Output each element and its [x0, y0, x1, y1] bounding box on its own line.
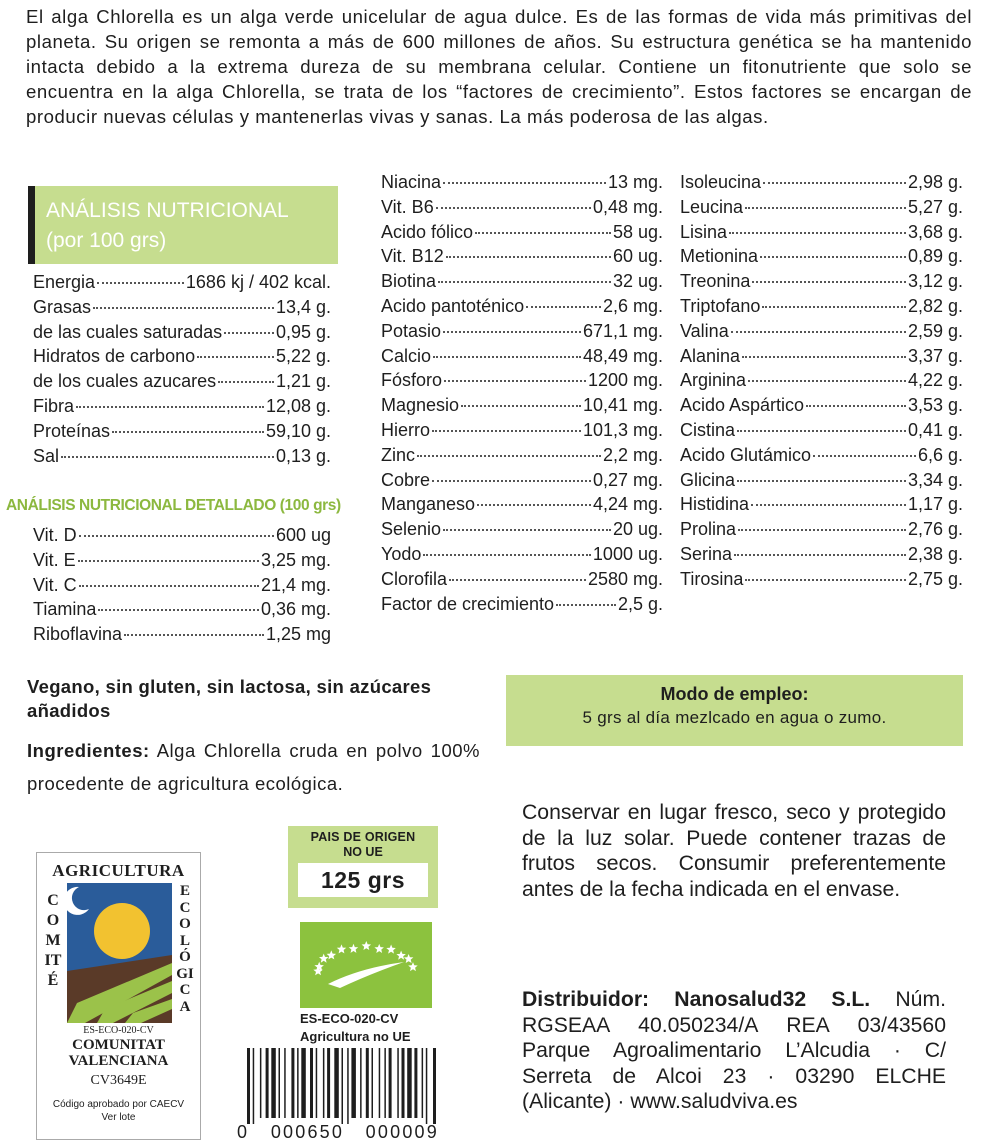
aminoacid-value: 2,59 g. — [907, 320, 963, 341]
dot-leader — [731, 331, 906, 333]
dot-leader — [443, 331, 581, 333]
mineral-label: Yodo — [381, 543, 422, 564]
aminoacid-label: Acido Aspártico — [680, 395, 805, 416]
eu-star-icon — [327, 950, 337, 959]
origin-label: PAIS DE ORIGEN — [310, 830, 416, 844]
nutrient-label: Proteínas — [33, 420, 111, 441]
aminoacid-label: Triptofano — [680, 295, 761, 316]
mineral-label: Potasio — [381, 320, 442, 341]
origin-box — [288, 826, 438, 908]
eu-star-icon — [362, 941, 372, 950]
mineral-value: 1000 ug. — [592, 543, 663, 564]
mineral-row — [381, 370, 663, 395]
caecv-region-1: COMUNITAT — [72, 1037, 165, 1053]
dot-leader — [218, 381, 274, 383]
dot-leader — [763, 182, 906, 184]
eu-code-block — [300, 1010, 411, 1046]
dot-leader — [78, 560, 259, 562]
barcode-bar — [379, 1048, 381, 1118]
barcode-bar — [271, 1048, 276, 1118]
dot-leader — [729, 232, 906, 234]
usage-title: Modo de empleo: — [660, 684, 809, 704]
mineral-label: Clorofila — [381, 568, 448, 589]
aminoacid-label: Leucina — [680, 196, 744, 217]
nutrient-row — [33, 322, 331, 347]
aminoacid-value: 1,17 g. — [907, 494, 963, 515]
nutrient-label: de los cuales azucares — [33, 371, 217, 392]
mineral-value: 1200 mg. — [587, 370, 663, 391]
barcode-bar — [389, 1048, 392, 1118]
mineral-value: 2,5 g. — [617, 593, 663, 614]
barcode-bar — [310, 1048, 313, 1118]
mineral-row — [381, 271, 663, 296]
aminoacid-value: 5,27 g. — [907, 196, 963, 217]
distributor-label: Distribuidor: Nanosalud32 S.L. — [522, 988, 871, 1011]
nutrient-label: de las cuales saturadas — [33, 321, 223, 342]
dot-leader — [813, 455, 916, 457]
barcode-icon — [233, 1048, 468, 1124]
nutrient-value: 1,21 g. — [275, 371, 331, 392]
dot-leader — [423, 554, 591, 556]
dot-leader — [112, 431, 264, 433]
mineral-value: 48,49 mg. — [582, 345, 663, 366]
aminoacid-value: 2,38 g. — [907, 543, 963, 564]
dot-leader — [556, 604, 616, 606]
vitamin-row — [33, 599, 331, 624]
vitamin-value: 21,4 mg. — [260, 574, 331, 595]
mineral-label: Hierro — [381, 419, 431, 440]
mineral-row — [381, 594, 663, 619]
nutrient-label: Grasas — [33, 296, 92, 317]
mineral-label: Acido pantoténico — [381, 295, 525, 316]
mineral-row — [381, 494, 663, 519]
barcode-bar — [260, 1048, 262, 1118]
barcode-bar — [366, 1048, 369, 1118]
mineral-label: Fósforo — [381, 370, 443, 391]
dot-leader — [806, 405, 906, 407]
aminoacid-row — [680, 395, 963, 420]
mineral-row — [381, 519, 663, 544]
title-accent-bar — [28, 186, 35, 264]
dot-leader — [432, 430, 581, 432]
mineral-row — [381, 346, 663, 371]
mineral-label: Niacina — [381, 172, 442, 192]
dot-leader — [433, 356, 581, 358]
nutrient-value: 13,4 g. — [275, 296, 331, 317]
aminoacid-label: Acido Glutámico — [680, 444, 812, 465]
barcode-bar — [360, 1048, 362, 1118]
ingredients-text: Alga Chlorella cruda en polvo 100% procedente de agricultura ecológica. — [27, 740, 480, 794]
dot-leader — [438, 281, 611, 283]
dot-leader — [417, 455, 601, 457]
nutrient-row — [33, 272, 331, 297]
nutrient-value: 5,22 g. — [275, 346, 331, 367]
barcode-bar — [297, 1048, 299, 1118]
aminoacid-label: Isoleucina — [680, 172, 762, 192]
aminoacid-row — [680, 197, 963, 222]
barcode-bar — [407, 1048, 412, 1118]
eu-star-icon — [396, 951, 406, 960]
mineral-value: 32 ug. — [612, 271, 663, 292]
mineral-row — [381, 470, 663, 495]
dot-leader — [449, 579, 586, 581]
caecv-right-text: ECOLÓGICA — [176, 883, 194, 1015]
aminoacid-value: 4,22 g. — [907, 370, 963, 391]
aminoacid-value: 3,37 g. — [907, 345, 963, 366]
dot-leader — [751, 504, 906, 506]
detailed-title: ANÁLISIS NUTRICIONAL DETALLADO (100 grs) — [6, 497, 341, 514]
mineral-label: Vit. B12 — [381, 246, 444, 267]
aminoacid-label: Serina — [680, 543, 733, 564]
vitamin-value: 3,25 mg. — [260, 549, 331, 570]
eu-star-icon — [386, 945, 396, 954]
mineral-value: 671,1 mg. — [582, 320, 663, 341]
mineral-row — [381, 445, 663, 470]
aminoacid-value: 0,41 g. — [907, 419, 963, 440]
barcode-bar — [347, 1048, 349, 1124]
vitamin-row — [33, 624, 331, 649]
dot-leader — [762, 306, 906, 308]
barcode-bar — [351, 1048, 356, 1118]
barcode-bar — [402, 1048, 405, 1118]
mineral-row — [381, 321, 663, 346]
usage-text: 5 grs al día mezlcado en agua o zumo. — [582, 708, 887, 727]
nutrient-label: Fibra — [33, 395, 75, 416]
nutrient-label: Hidratos de carbono — [33, 346, 196, 367]
aminoacid-row — [680, 172, 963, 197]
dot-leader — [475, 232, 611, 234]
nutrient-value: 12,08 g. — [265, 395, 331, 416]
aminoacid-row — [680, 271, 963, 296]
barcode-bar — [327, 1048, 330, 1118]
nutrient-row — [33, 371, 331, 396]
eu-organic-leaf-logo — [300, 922, 432, 1008]
mineral-value: 2,6 mg. — [602, 295, 663, 316]
nutrient-row — [33, 421, 331, 446]
nutrition-table — [33, 272, 331, 470]
aminoacid-row — [680, 346, 963, 371]
mineral-row — [381, 197, 663, 222]
nutrient-value: 1686 kj / 402 kcal. — [185, 272, 331, 292]
storage-text: Conservar en lugar fresco, seco y protegido de la luz solar. Puede contener trazas de frutos secos. Consumir preferentemente antes de la fecha indicada en el envase. — [522, 801, 946, 901]
barcode-bar — [291, 1048, 294, 1118]
caecv-number: CV3649E — [90, 1073, 147, 1088]
dot-leader — [742, 356, 906, 358]
dot-leader — [745, 579, 906, 581]
aminoacid-label: Glicina — [680, 469, 736, 490]
dot-leader — [461, 405, 581, 407]
mineral-row — [381, 296, 663, 321]
aminoacid-value: 3,68 g. — [907, 221, 963, 242]
mineral-value: 2580 mg. — [587, 568, 663, 589]
aminoacid-label: Valina — [680, 320, 729, 341]
barcode-bar — [301, 1048, 306, 1118]
vegan-claim: Vegano, sin gluten, sin lactosa, sin azúcares añadidos — [27, 676, 432, 721]
ingredients — [27, 734, 480, 800]
caecv-emblem-icon — [67, 883, 172, 1023]
dot-leader — [124, 634, 264, 636]
barcode-bar — [422, 1048, 424, 1118]
eu-star-icon — [408, 962, 418, 971]
barcode-digits: 0 000650 000009 — [237, 1122, 439, 1142]
aminoacid-value: 2,76 g. — [907, 519, 963, 540]
mineral-label: Biotina — [381, 271, 437, 292]
dot-leader — [526, 306, 601, 308]
vitamin-label: Vit. D — [33, 525, 77, 545]
aminoacid-value: 0,89 g. — [907, 246, 963, 267]
mineral-label: Manganeso — [381, 494, 476, 515]
vitamin-row — [33, 525, 331, 550]
nutrient-value: 0,13 g. — [275, 445, 331, 466]
nutrition-title: ANÁLISIS NUTRICIONAL — [46, 199, 289, 222]
eu-star-icon — [404, 954, 414, 963]
barcode-bar — [253, 1048, 255, 1124]
aminoacid-value: 3,53 g. — [907, 395, 963, 416]
caecv-left-text: COMITÉ — [44, 892, 62, 989]
caecv-logo — [36, 852, 201, 1140]
mineral-label: Acido fólico — [381, 221, 474, 242]
dot-leader — [436, 207, 591, 209]
dot-leader — [738, 529, 906, 531]
aminoacid-label: Treonina — [680, 271, 751, 292]
dot-leader — [737, 480, 906, 482]
dot-leader — [443, 182, 606, 184]
mineral-row — [381, 172, 663, 197]
dot-leader — [76, 406, 264, 408]
vitamin-label: Vit. E — [33, 549, 76, 570]
aminoacid-value: 2,98 g. — [907, 172, 963, 192]
dot-leader — [477, 504, 591, 506]
barcode-bar — [426, 1048, 428, 1124]
aminoacid-label: Alanina — [680, 345, 741, 366]
distributor-text: Núm. RGSEAA 40.050234/A REA 03/43560 Parque Agroalimentario L’Alcudia · C/ Serreta de Alcoi 23 · 03290 ELCHE (Alicante) · www.saludviva.es — [522, 988, 947, 1113]
nutrient-label: Sal — [33, 445, 60, 466]
barcode-bar — [414, 1048, 417, 1118]
dot-leader — [752, 281, 906, 283]
eu-agriculture: Agricultura no UE — [300, 1029, 411, 1044]
aminoacid-value: 2,75 g. — [907, 568, 963, 589]
mineral-row — [381, 222, 663, 247]
dot-leader — [97, 282, 184, 284]
mineral-label: Cobre — [381, 469, 431, 490]
detailed-table — [33, 525, 331, 649]
eu-star-icon — [349, 944, 359, 953]
dot-leader — [224, 332, 274, 334]
mineral-label: Factor de crecimiento — [381, 593, 555, 614]
aminoacid-row — [680, 569, 963, 594]
dot-leader — [197, 356, 274, 358]
dot-leader — [432, 480, 591, 482]
vitamin-value: 600 ug — [275, 525, 331, 545]
dot-leader — [748, 380, 906, 382]
dot-leader — [79, 535, 274, 537]
aminoacids-table — [680, 172, 963, 594]
barcode-bar — [266, 1048, 269, 1118]
nutrient-value: 59,10 g. — [265, 420, 331, 441]
dot-leader — [93, 307, 274, 309]
aminoacid-row — [680, 321, 963, 346]
aminoacid-row — [680, 445, 963, 470]
aminoacid-value: 3,12 g. — [907, 271, 963, 292]
mineral-value: 13 mg. — [607, 172, 663, 192]
barcode-bar — [284, 1048, 286, 1118]
mineral-row — [381, 544, 663, 569]
origin-value: NO UE — [343, 845, 383, 859]
vitamin-row — [33, 550, 331, 575]
aminoacid-row — [680, 246, 963, 271]
vitamin-label: Vit. C — [33, 574, 77, 595]
mineral-label: Magnesio — [381, 395, 460, 416]
aminoacid-label: Metionina — [680, 246, 759, 267]
eu-star-icon — [337, 944, 347, 953]
mineral-value: 58 ug. — [612, 221, 663, 242]
caecv-region-2: VALENCIANA — [68, 1053, 169, 1069]
caecv-lote: Ver lote — [101, 1112, 136, 1123]
mineral-row — [381, 569, 663, 594]
mineral-label: Calcio — [381, 345, 432, 366]
barcode-bar — [397, 1048, 399, 1118]
distributor — [522, 987, 946, 1115]
aminoacid-row — [680, 420, 963, 445]
nutrition-title-box — [28, 186, 338, 264]
barcode-bar — [342, 1048, 344, 1124]
vitamin-value: 0,36 mg. — [260, 599, 331, 620]
aminoacid-value: 3,34 g. — [907, 469, 963, 490]
usage-box — [506, 675, 963, 746]
aminoacid-label: Prolina — [680, 519, 737, 540]
barcode-bar — [323, 1048, 325, 1118]
nutrient-row — [33, 396, 331, 421]
aminoacid-label: Tirosina — [680, 568, 744, 589]
dot-leader — [446, 256, 611, 258]
eu-leaf-stroke-icon — [328, 962, 404, 988]
dot-leader — [443, 529, 611, 531]
barcode-bar — [334, 1048, 339, 1118]
aminoacid-value: 2,82 g. — [907, 295, 963, 316]
vitamin-label: Tiamina — [33, 599, 97, 620]
aminoacid-row — [680, 519, 963, 544]
nutrient-label: Energia — [33, 272, 96, 292]
mineral-value: 10,41 mg. — [582, 395, 663, 416]
dot-leader — [444, 380, 586, 382]
barcode-bar — [316, 1048, 318, 1118]
barcode — [233, 1048, 468, 1144]
caecv-code: ES-ECO-020-CV — [83, 1025, 154, 1036]
nutrient-row — [33, 446, 331, 471]
aminoacid-row — [680, 370, 963, 395]
dot-leader — [745, 207, 906, 209]
nutrient-row — [33, 297, 331, 322]
dot-leader — [737, 430, 906, 432]
aminoacid-row — [680, 544, 963, 569]
dot-leader — [79, 585, 259, 587]
mineral-label: Selenio — [381, 519, 442, 540]
eu-code: ES-ECO-020-CV — [300, 1011, 399, 1026]
eu-star-icon — [374, 944, 384, 953]
dot-leader — [760, 256, 906, 258]
mineral-row — [381, 420, 663, 445]
ingredients-label: Ingredientes: — [27, 740, 150, 761]
barcode-bar — [247, 1048, 250, 1124]
vitamin-row — [33, 575, 331, 600]
mineral-value: 0,27 mg. — [592, 469, 663, 490]
mineral-row — [381, 246, 663, 271]
nutrition-subtitle: (por 100 grs) — [46, 229, 167, 252]
aminoacid-label: Histidina — [680, 494, 750, 515]
vitamin-value: 1,25 mg — [265, 624, 331, 645]
eu-leaf-icon — [300, 922, 432, 1008]
mineral-value: 20 ug. — [612, 519, 663, 540]
barcode-bar — [372, 1048, 374, 1118]
dot-leader — [98, 609, 259, 611]
caecv-approved: Código aprobado por CAECV — [52, 1099, 185, 1110]
caecv-top-text: AGRICULTURA — [52, 861, 185, 880]
aminoacid-label: Cistina — [680, 419, 736, 440]
vitamin-label: Riboflavina — [33, 624, 123, 645]
dot-leader — [734, 554, 906, 556]
barcode-bar — [279, 1048, 281, 1118]
aminoacid-row — [680, 494, 963, 519]
eu-star-icon — [319, 954, 329, 963]
minerals-table — [381, 172, 663, 618]
mineral-value: 0,48 mg. — [592, 196, 663, 217]
dot-leader — [61, 456, 274, 458]
mineral-label: Vit. B6 — [381, 196, 434, 217]
aminoacid-row — [680, 296, 963, 321]
aminoacid-label: Arginina — [680, 370, 747, 391]
aminoacid-label: Lisina — [680, 221, 728, 242]
aminoacid-row — [680, 222, 963, 247]
aminoacid-value: 6,6 g. — [917, 444, 963, 465]
mineral-value: 101,3 mg. — [582, 419, 663, 440]
nutrient-row — [33, 346, 331, 371]
barcode-bar — [384, 1048, 386, 1118]
mineral-label: Zinc — [381, 444, 416, 465]
mineral-value: 4,24 mg. — [592, 494, 663, 515]
nutrient-value: 0,95 g. — [275, 321, 331, 342]
net-weight: 125 grs — [298, 863, 428, 897]
barcode-bar — [433, 1048, 436, 1124]
intro-paragraph: El alga Chlorella es un alga verde unicelular de agua dulce. Es de las formas de vida más primitivas del planeta. Su origen se remonta a más de 600 millones de años. Su estructura genética se ha mantenido intacta debido a la extrema dureza de su membrana celular. Contiene un fitonutriente que solo se encuentra en la alga Chlorella, se trata de los “factores de crecimiento”. Estos factores se encargan de producir nuevas células y mantenerlas vivas y sanas. La más poderosa de las algas. — [26, 6, 972, 127]
mineral-value: 60 ug. — [612, 246, 663, 267]
mineral-value: 2,2 mg. — [602, 444, 663, 465]
mineral-row — [381, 395, 663, 420]
aminoacid-row — [680, 470, 963, 495]
